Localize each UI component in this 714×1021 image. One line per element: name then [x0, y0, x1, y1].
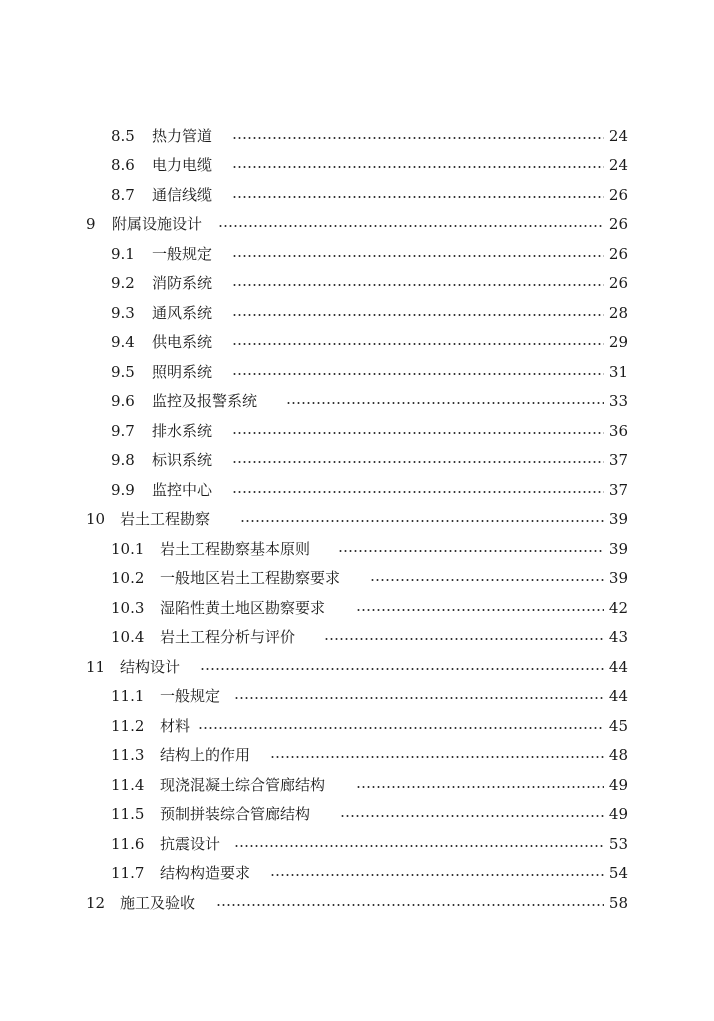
toc-entry-number: 9.9	[111, 481, 135, 499]
toc-entry-page: 49	[604, 802, 628, 826]
toc-entry-number: 9.2	[111, 274, 135, 292]
toc-entry-number: 11.7	[111, 864, 145, 882]
toc-entry-number: 8.6	[111, 156, 135, 174]
toc-entry-title: 电力电缆	[152, 153, 216, 177]
toc-entry-9-6[interactable]	[0, 389, 714, 413]
toc-entry-page: 44	[604, 655, 628, 679]
toc-entry-number: 11.6	[111, 835, 145, 853]
toc-entry-title: 岩土工程分析与评价	[160, 625, 299, 649]
toc-entry-number: 8.7	[111, 186, 135, 204]
toc-entry-9-3[interactable]	[0, 301, 714, 325]
toc-entry-number: 8.5	[111, 127, 135, 145]
toc-entry-9-1[interactable]	[0, 242, 714, 266]
toc-entry-number: 9.7	[111, 422, 135, 440]
toc-entry-9-8[interactable]	[0, 448, 714, 472]
toc-entry-page: 45	[604, 714, 628, 738]
toc-entry-11-3[interactable]	[0, 743, 714, 767]
dot-leader	[338, 537, 606, 561]
dot-leader	[232, 271, 606, 295]
toc-entry-number: 11.5	[111, 805, 145, 823]
toc-entry-11-1[interactable]	[0, 684, 714, 708]
toc-entry-12[interactable]	[0, 891, 714, 915]
toc-entry-title: 照明系统	[152, 360, 216, 384]
toc-entry-title: 一般规定	[160, 684, 224, 708]
toc-entry-title: 湿陷性黄土地区勘察要求	[160, 596, 329, 620]
toc-entry-title: 消防系统	[152, 271, 216, 295]
toc-entry-11-2[interactable]	[0, 714, 714, 738]
toc-entry-title: 一般地区岩土工程勘察要求	[160, 566, 344, 590]
dot-leader	[232, 183, 606, 207]
dot-leader	[234, 684, 606, 708]
toc-entry-10-3[interactable]	[0, 596, 714, 620]
toc-entry-page: 24	[604, 153, 628, 177]
toc-entry-page: 37	[604, 478, 628, 502]
dot-leader	[232, 448, 606, 472]
toc-entry-9[interactable]	[0, 212, 714, 236]
toc-entry-number: 9.3	[111, 304, 135, 322]
toc-entry-number: 11.1	[111, 687, 145, 705]
toc-entry-number: 9.1	[111, 245, 135, 263]
toc-entry-page: 42	[604, 596, 628, 620]
toc-entry-number: 10.3	[111, 599, 145, 617]
toc-entry-10-2[interactable]	[0, 566, 714, 590]
toc-entry-11-7[interactable]	[0, 861, 714, 885]
toc-entry-title: 预制拼装综合管廊结构	[160, 802, 314, 826]
toc-entry-page: 48	[604, 743, 628, 767]
toc-entry-11-6[interactable]	[0, 832, 714, 856]
toc-entry-8-7[interactable]	[0, 183, 714, 207]
toc-entry-page: 43	[604, 625, 628, 649]
toc-entry-11[interactable]	[0, 655, 714, 679]
toc-entry-title: 结构上的作用	[160, 743, 254, 767]
toc-entry-title: 结构构造要求	[160, 861, 254, 885]
dot-leader	[286, 389, 606, 413]
toc-entry-page: 26	[604, 242, 628, 266]
dot-leader	[232, 153, 606, 177]
toc-entry-title: 附属设施设计	[112, 212, 206, 236]
toc-entry-number: 11.3	[111, 746, 145, 764]
toc-entry-number: 9	[86, 215, 96, 233]
toc-entry-page: 28	[604, 301, 628, 325]
toc-entry-title: 抗震设计	[160, 832, 224, 856]
dot-leader	[356, 596, 606, 620]
dot-leader	[232, 124, 606, 148]
toc-entry-number: 9.8	[111, 451, 135, 469]
toc-entry-title: 施工及验收	[120, 891, 199, 915]
toc-entry-title: 标识系统	[152, 448, 216, 472]
toc-entry-page: 26	[604, 183, 628, 207]
toc-entry-8-6[interactable]	[0, 153, 714, 177]
dot-leader	[270, 743, 606, 767]
toc-entry-page: 33	[604, 389, 628, 413]
toc-entry-title: 排水系统	[152, 419, 216, 443]
dot-leader	[200, 655, 606, 679]
toc-entry-page: 44	[604, 684, 628, 708]
toc-entry-10[interactable]	[0, 507, 714, 531]
toc-entry-page: 26	[604, 212, 628, 236]
toc-entry-number: 9.6	[111, 392, 135, 410]
toc-entry-page: 53	[604, 832, 628, 856]
toc-entry-11-4[interactable]	[0, 773, 714, 797]
toc-entry-9-2[interactable]	[0, 271, 714, 295]
toc-entry-number: 9.4	[111, 333, 135, 351]
toc-entry-9-5[interactable]	[0, 360, 714, 384]
toc-entry-number: 11	[86, 658, 106, 676]
toc-entry-page: 24	[604, 124, 628, 148]
toc-entry-title: 材料	[160, 714, 194, 738]
dot-leader	[198, 714, 606, 738]
toc-entry-number: 10	[86, 510, 106, 528]
toc-entry-title: 通风系统	[152, 301, 216, 325]
dot-leader	[240, 507, 606, 531]
toc-entry-number: 10.1	[111, 540, 145, 558]
dot-leader	[232, 242, 606, 266]
toc-entry-page: 49	[604, 773, 628, 797]
toc-entry-title: 岩土工程勘察	[120, 507, 214, 531]
dot-leader	[232, 360, 606, 384]
dot-leader	[234, 832, 606, 856]
dot-leader	[270, 861, 606, 885]
toc-entry-page: 29	[604, 330, 628, 354]
toc-entry-title: 结构设计	[120, 655, 184, 679]
toc-entry-number: 10.4	[111, 628, 145, 646]
toc-entry-page: 36	[604, 419, 628, 443]
toc-entry-title: 监控及报警系统	[152, 389, 261, 413]
dot-leader	[340, 802, 606, 826]
toc-entry-9-4[interactable]	[0, 330, 714, 354]
toc-entry-number: 12	[86, 894, 106, 912]
toc-entry-8-5[interactable]	[0, 124, 714, 148]
toc-entry-10-4[interactable]	[0, 625, 714, 649]
toc-entry-title: 监控中心	[152, 478, 216, 502]
dot-leader	[356, 773, 606, 797]
toc-entry-page: 58	[604, 891, 628, 915]
toc-entry-title: 供电系统	[152, 330, 216, 354]
toc-entry-number: 11.4	[111, 776, 145, 794]
dot-leader	[216, 891, 606, 915]
toc-entry-10-1[interactable]	[0, 537, 714, 561]
toc-entry-page: 54	[604, 861, 628, 885]
toc-entry-title: 一般规定	[152, 242, 216, 266]
dot-leader	[232, 478, 606, 502]
toc-entry-title: 岩土工程勘察基本原则	[160, 537, 314, 561]
toc-entry-page: 31	[604, 360, 628, 384]
toc-entry-11-5[interactable]	[0, 802, 714, 826]
toc-entry-page: 39	[604, 537, 628, 561]
toc-entry-title: 热力管道	[152, 124, 216, 148]
toc-entry-page: 37	[604, 448, 628, 472]
toc-entry-title: 通信线缆	[152, 183, 216, 207]
toc-entry-number: 9.5	[111, 363, 135, 381]
dot-leader	[324, 625, 606, 649]
toc-entry-9-7[interactable]	[0, 419, 714, 443]
toc-entry-number: 11.2	[111, 717, 145, 735]
dot-leader	[232, 330, 606, 354]
toc-entry-9-9[interactable]	[0, 478, 714, 502]
dot-leader	[232, 419, 606, 443]
toc-entry-title: 现浇混凝土综合管廊结构	[160, 773, 329, 797]
toc-entry-number: 10.2	[111, 569, 145, 587]
toc-entry-page: 39	[604, 566, 628, 590]
toc-entry-page: 39	[604, 507, 628, 531]
dot-leader	[232, 301, 606, 325]
toc-entry-page: 26	[604, 271, 628, 295]
dot-leader	[370, 566, 606, 590]
dot-leader	[218, 212, 606, 236]
